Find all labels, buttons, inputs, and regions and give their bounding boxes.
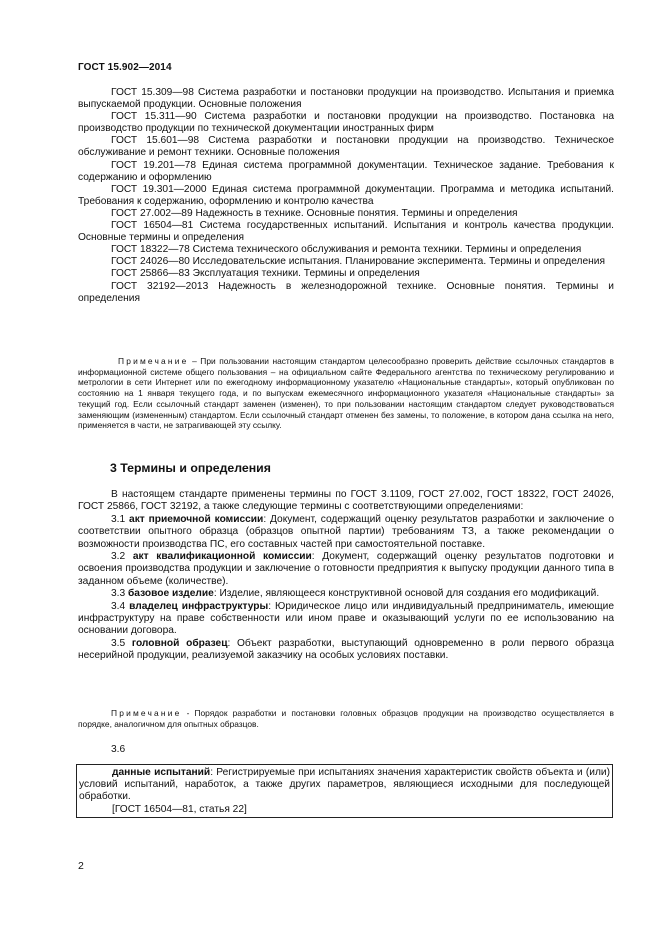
term-number: 3.4 bbox=[111, 600, 130, 612]
term-number: 3.5 bbox=[111, 637, 132, 649]
term-title: акт квалификационной комиссии bbox=[132, 551, 312, 563]
document-header-code: ГОСТ 15.902—2014 bbox=[78, 62, 172, 73]
term-definition: : Объект разработки, выступающий одновременно в роли первого образца несерийной продукции, реализуемой заказчику на особых условиях поставки. bbox=[78, 637, 614, 662]
term-entry bbox=[78, 638, 614, 663]
note-text: – При пользовании настоящим стандартом целесообразно проверить действие ссылочных стандартов в информационной системе общего пользования – на официальном сайте Федерального агентства по техническому регулированию и метрологии в сети Интернет или по ежегодному информационному указателю «Национальные стандарты», который опубликован по состоянию на 1 января текущего года, и по выпускам ежемесячного информационного указателя «Национальные стандарты» за текущий год. Если ссылочный стандарт заменен (изменен), то при пользовании настоящим стандартом следует руководствоваться заменяющим (измененным) стандартом. Если ссылочный стандарт отменен без замены, то положение, в котором дана ссылка на него, применяется в части, не затрагивающей эту ссылку. bbox=[78, 356, 614, 431]
term-source: [ГОСТ 16504—81, статья 22] bbox=[112, 803, 247, 815]
note-label: Примечание bbox=[118, 356, 189, 366]
term-number: 3.1 bbox=[111, 513, 130, 525]
term-title: головной образец bbox=[131, 637, 228, 649]
term-number: 3.6 bbox=[111, 744, 126, 755]
term-definition: : Изделие, являющееся конструктивной основой для создания его модификаций. bbox=[213, 588, 600, 600]
reference-item: ГОСТ 32192—2013 Надежность в железнодорожной технике. Основные понятия. Термины и определения bbox=[78, 280, 614, 304]
term-title: владелец инфраструктуры bbox=[129, 600, 269, 612]
terms-intro: В настоящем стандарте применены термины по ГОСТ 3.1109, ГОСТ 27.002, ГОСТ 18322, ГОСТ 24026, ГОСТ 25866, ГОСТ 32192, а также следующие термины с соответствующими определениями: bbox=[78, 489, 614, 513]
term-title: базовое изделие bbox=[128, 588, 214, 600]
reference-item: ГОСТ 15.309—98 Система разработки и постановки продукции на производство. Испытания и приемка выпускаемой продукции. Основные положения bbox=[78, 87, 614, 111]
reference-item: ГОСТ 19.201—78 Единая система программной документации. Техническое задание. Требования к содержанию и оформлению bbox=[78, 159, 614, 183]
reference-item: ГОСТ 19.301—2000 Единая система программной документации. Программа и методика испытаний. Требования к содержанию, оформлению и контролю качества bbox=[78, 183, 614, 207]
normative-references-list bbox=[78, 87, 614, 305]
term-entry bbox=[78, 601, 614, 638]
term-entry bbox=[78, 588, 614, 600]
page-number: 2 bbox=[78, 860, 84, 872]
reference-item: ГОСТ 16504—81 Система государственных испытаний. Испытания и контроль качества продукции. Основные термины и определения bbox=[78, 220, 614, 244]
boxed-term-entry bbox=[76, 764, 613, 818]
note-text: - Порядок разработки и постановки головных образцов продукции на производство осуществляется в порядке, аналогичном для опытных образцов. bbox=[78, 708, 614, 729]
reference-item: ГОСТ 15.601—98 Система разработки и постановки продукции на производство. Техническое обслуживание и ремонт техники. Основные положения bbox=[78, 135, 614, 159]
note-label: Примечание bbox=[111, 708, 182, 718]
term-entry bbox=[79, 767, 610, 804]
reference-item: ГОСТ 18322—78 Система технического обслуживания и ремонта техники. Термины и определения bbox=[111, 244, 582, 256]
term-entry bbox=[78, 551, 614, 588]
term-definition: : Документ, содержащий оценку результатов подготовки и освоения производства продукции и заключение о готовности предприятия к выпуску продукции данного типа в заданном объеме (количестве). bbox=[78, 551, 614, 587]
terms-section bbox=[78, 489, 614, 663]
term-number: 3.3 bbox=[111, 588, 128, 600]
term-entry bbox=[78, 514, 614, 551]
note-paragraph bbox=[78, 708, 614, 729]
term-title: акт приемочной комиссии bbox=[129, 513, 264, 525]
section-heading: 3 Термины и определения bbox=[110, 461, 271, 475]
term-number: 3.2 bbox=[111, 551, 133, 563]
reference-item: ГОСТ 27.002—89 Надежность в технике. Основные понятия. Термины и определения bbox=[111, 207, 518, 219]
note-paragraph bbox=[78, 356, 614, 431]
term-definition: : Юридическое лицо или индивидуальный предприниматель, имеющие инфраструктуру на праве собственности или ином праве и оказывающий услуги по ее использованию на основании договора. bbox=[78, 600, 615, 637]
reference-item: ГОСТ 25866—83 Эксплуатация техники. Термины и определения bbox=[111, 268, 420, 280]
term-title: данные испытаний bbox=[112, 767, 211, 778]
term-definition: : Регистрируемые при испытаниях значения характеристик свойств объекта и (или) условий испытаний, наработок, а также других параметров, являющиеся исходными для последующей обработки. bbox=[79, 767, 610, 803]
reference-item: ГОСТ 24026—80 Исследовательские испытания. Планирование эксперимента. Термины и определения bbox=[111, 256, 605, 268]
term-definition: : Документ, содержащий оценку результатов разработки и заключение о соответствии опытного образца (образцов опытной партии) требованиям ТЗ, а также рекомендации о возможности производства ПС, его составных частей при самостоятельной поставке. bbox=[78, 513, 614, 550]
reference-item: ГОСТ 15.311—90 Система разработки и постановки продукции на производство. Постановка на производство продукции по технической документации иностранных фирм bbox=[78, 111, 614, 135]
